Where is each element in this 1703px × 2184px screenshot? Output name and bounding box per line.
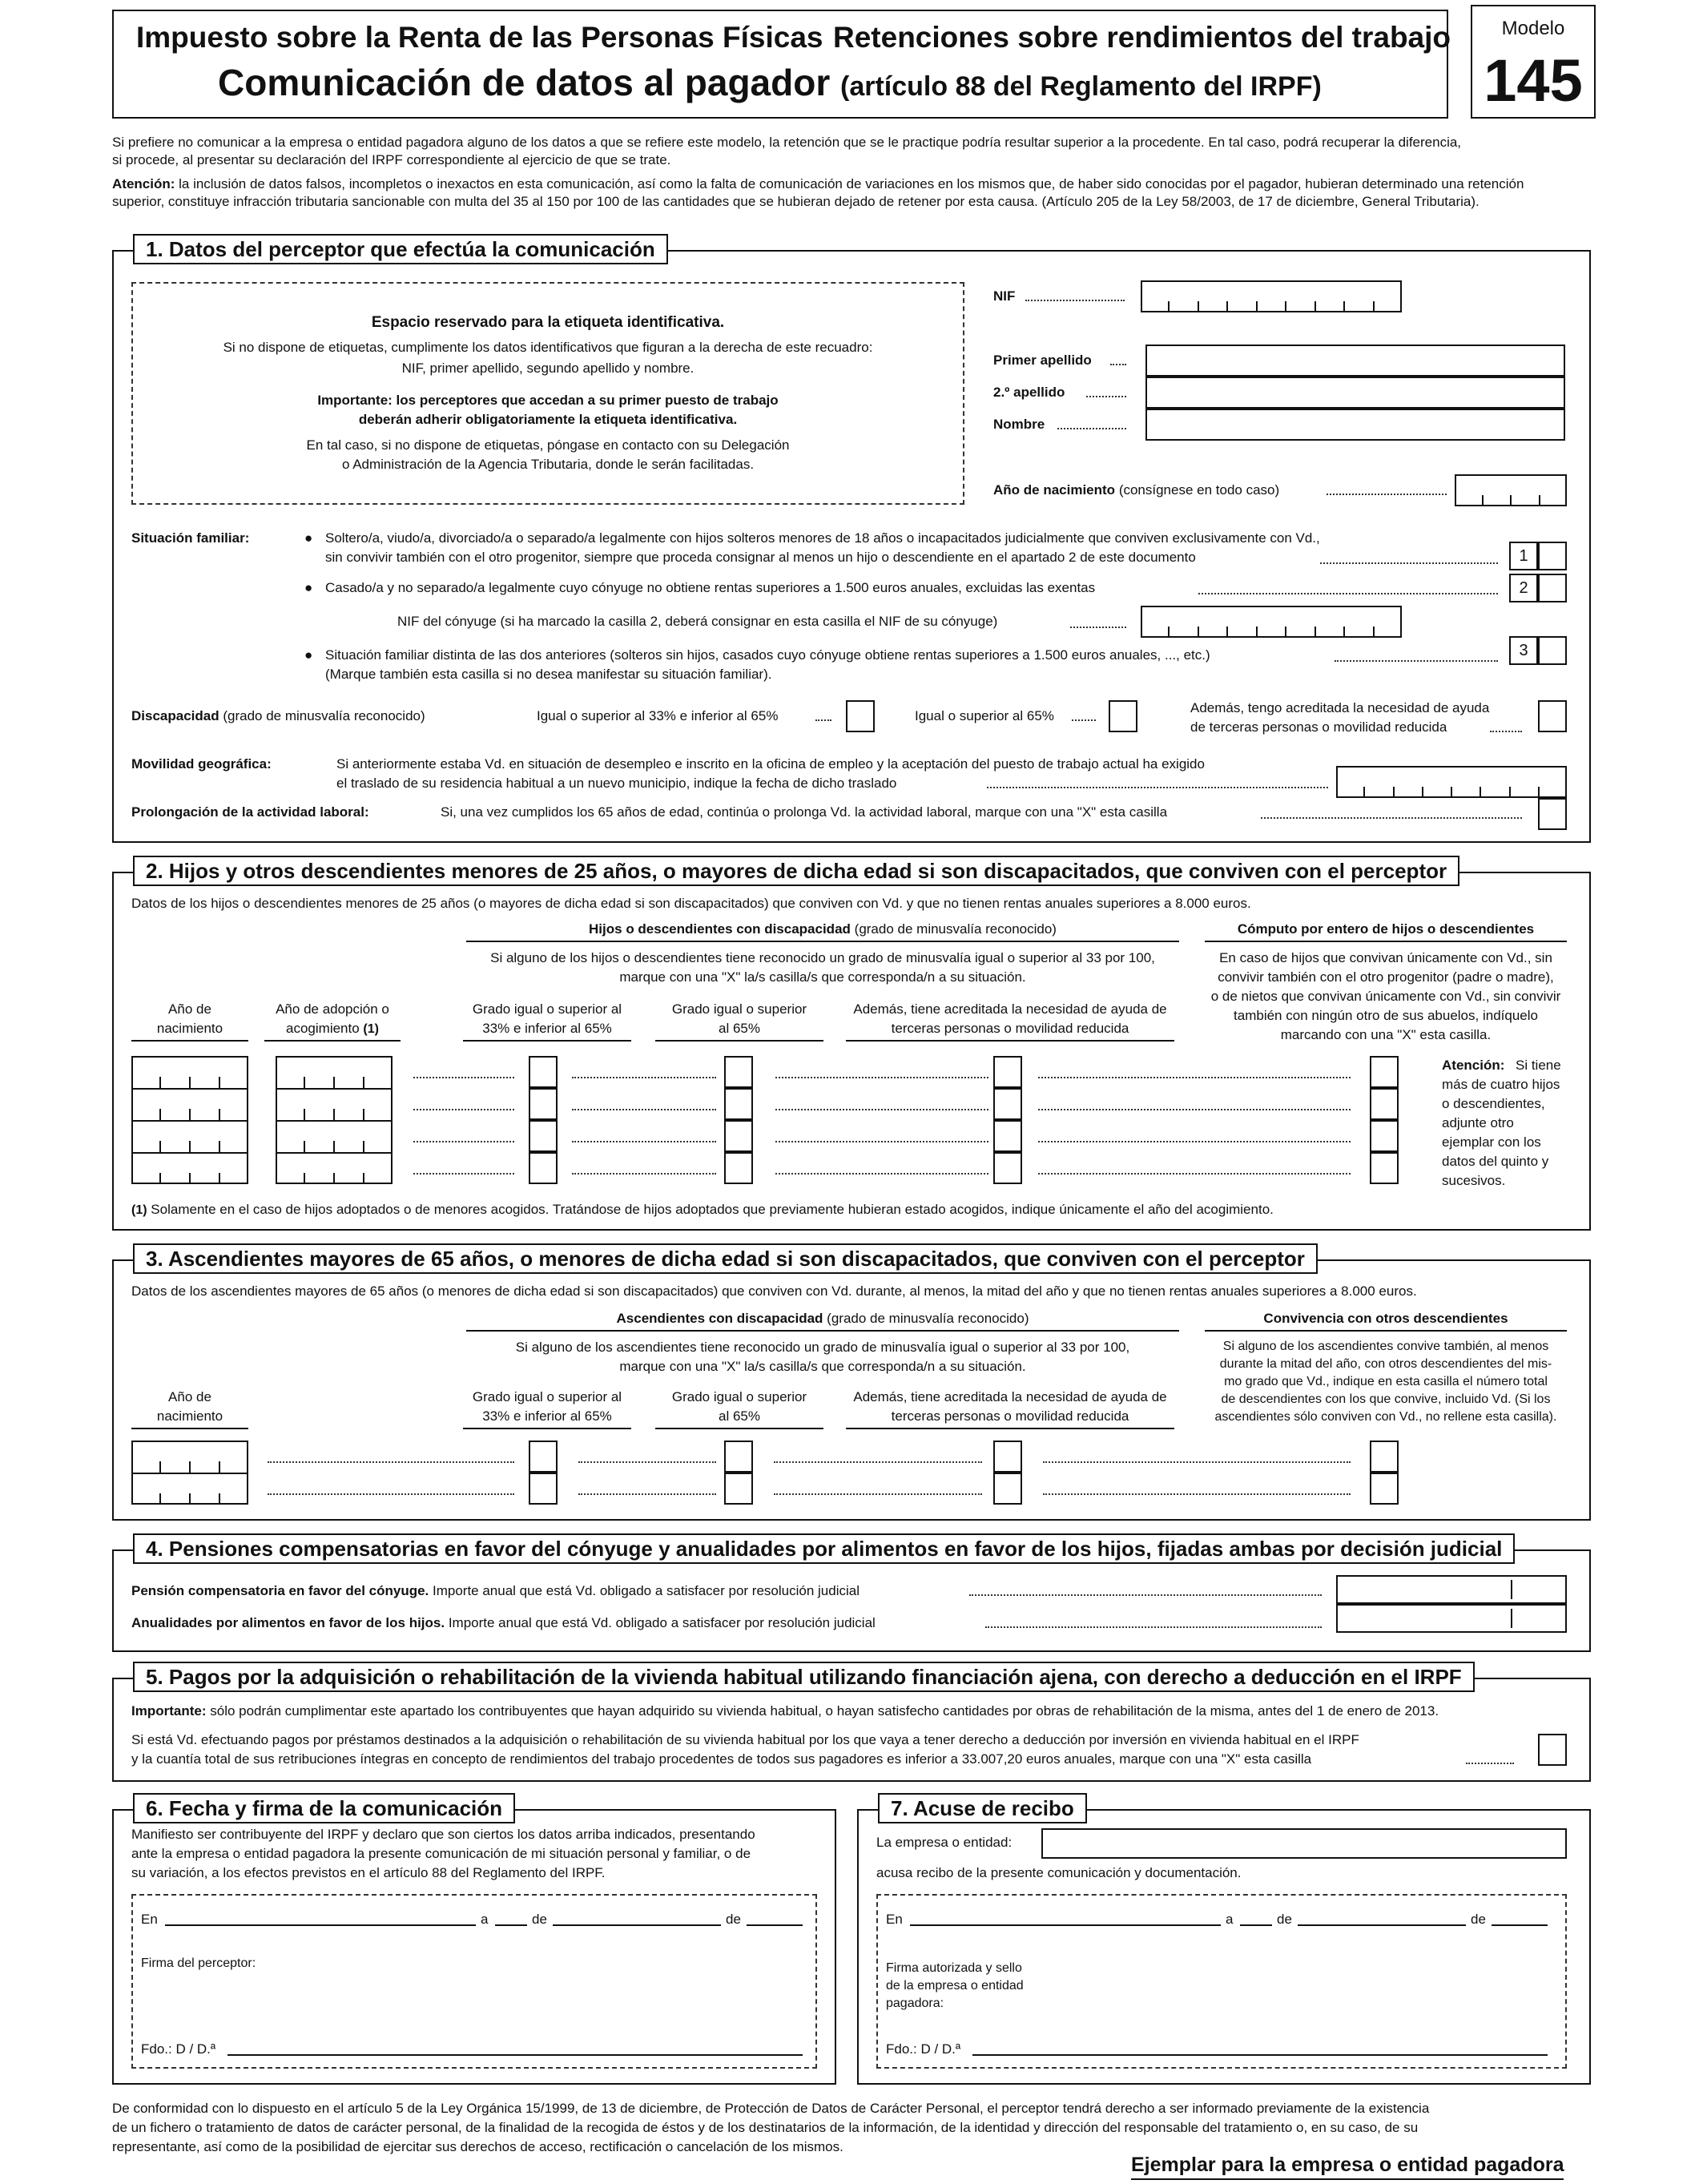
s3-col-65-rule [655,1428,823,1429]
s2-col-adop-b [264,1021,401,1037]
bullet-3: ● [304,647,313,663]
s3-ayuda-checkbox[interactable] [993,1473,1022,1505]
s3-disc-head-bold: Ascendientes con discapacidad [616,1311,823,1326]
sit1-leader [1320,562,1498,564]
section-3-title: 3. Ascendientes mayores de 65 años, o menores de dicha edad si son discapacitados, que conviven con el perceptor [133,1243,1318,1274]
s2-disc-65-checkbox[interactable] [724,1120,753,1152]
s2-col-33b: 33% e inferior al 65% [482,1021,612,1036]
s2-leader-ayuda [775,1077,988,1078]
s3-ano-ticks [131,1460,248,1473]
s3-col-65a: Grado igual o superior [671,1389,807,1404]
s3-conv-c: mo grado que Vd., indique en esta casilla el número total [1224,1375,1548,1388]
label-box-l6: En tal caso, si no dispone de etiquetas, póngase en contacto con su Delegación [306,437,790,453]
s2-ano-ticks [131,1075,248,1088]
s7-en: En [886,1912,903,1927]
modelo-number: 145 [1484,47,1583,114]
s2-disc-65-checkbox[interactable] [724,1056,753,1088]
label-box-l7: o Administración de la Agencia Tributaria, donde le serán facilitadas. [341,457,755,472]
s7-firma-3: pagadora: [886,1997,944,2010]
situacion-checkbox-3[interactable] [1538,636,1567,665]
label-box-l3: NIF, primer apellido, segundo apellido y nombre. [401,361,694,376]
situacion-checkbox-1[interactable] [1538,542,1567,570]
sit1-line-b: sin convivir también con el otro progenitor, siempre que proceda consignar al menos un hijo o descendiente en el apartado 2 de este documento [325,550,1196,565]
movilidad-b: el traslado de su residencia habitual a un nuevo municipio, indique la fecha de dicho traslado [336,776,897,791]
disc-65-checkbox[interactable] [1109,700,1137,732]
intro-p2b: superior, constituye infracción tributaria sancionable con multa del 35 al 150 por 100 de las cantidades que se hubieran dejado de retener por esta causa. (Artículo 205 de la Ley 58/2003, de 17 de diciembre, General Tributaria). [112,194,1480,209]
s7-fdo: Fdo.: D / D.ª [886,2041,961,2057]
s2-col-ano-a: Año de [168,1001,211,1017]
s2-disc-65-checkbox[interactable] [724,1088,753,1120]
prolongacion-checkbox[interactable] [1538,798,1567,830]
s2-leader-65 [572,1077,716,1078]
s2-disc-33-checkbox[interactable] [529,1088,558,1120]
label-box-l2: Si no dispone de etiquetas, cumplimente los datos identificativos que figuran a la derecha de este recuadro: [223,340,873,355]
s5-p-b: y la cuantía total de sus retribuciones íntegras en concepto de rendimientos del trabajo procedentes de todos sus pagadores es inferior a 33.007,20 euros anuales, marque con una "X" esta casilla [131,1751,1312,1767]
s5-imp-text: sólo podrán cumplimentar este apartado los contribuyentes que hayan adquirido su vivienda habitual, o hayan satisfecho cantidades por obras de rehabilitación de la misma, antes del 1 de enero de 2013. [210,1703,1439,1719]
s7-de1: de [1277,1912,1292,1927]
s2-computo-rule [1205,941,1567,942]
ano-nac-ticks [1455,494,1567,506]
prolongacion-label: Prolongación de la actividad laboral: [131,804,369,820]
s5-importante [131,1703,1439,1719]
primer-apellido-input[interactable] [1145,345,1565,377]
s2-adop-ticks [276,1171,393,1184]
s2-disc-head-note: (grado de minusvalía reconocido) [854,921,1057,937]
s2-col-65b: al 65% [719,1021,760,1036]
s3-col-33-rule [463,1428,631,1429]
s2-disc-sub-b: marque con una "X" la/s casilla/s que corresponda/n a su situación. [619,969,1026,985]
s2-ayuda-checkbox[interactable] [993,1120,1022,1152]
s3-ano-ticks [131,1492,248,1505]
s3-col-ano-a: Año de [168,1389,211,1404]
s2-col-adop-text: acogimiento [286,1021,360,1036]
pension-amount-input[interactable] [1336,1575,1567,1604]
disc-65-leader [1072,719,1096,721]
pension-leader [969,1594,1322,1596]
s3-intro: Datos de los ascendientes mayores de 65 años (o menores de dicha edad si son discapacitados) que conviven con Vd. durante, al menos, la mitad del año y que no tienen rentas anuales superiores a 8.000 euros. [131,1283,1417,1299]
s2-disc-33-checkbox[interactable] [529,1152,558,1184]
s2-leader-computo [1038,1109,1351,1110]
segundo-apellido-label: 2.º apellido [993,385,1065,400]
s3-col-ayuda-rule [846,1428,1174,1429]
nombre-leader [1057,428,1126,429]
s6-signer-input[interactable] [227,2054,803,2056]
section-7-title: 7. Acuse de recibo [878,1793,1087,1823]
s2-atencion-5: ejemplar con los [1442,1134,1541,1150]
disc-33-leader [815,719,831,721]
sit2-leader [1198,593,1498,594]
section-5-title: 5. Pagos por la adquisición o rehabilitación de la vivienda habitual utilizando financiación ajena, con derecho a deducción en el IRPF [133,1662,1475,1692]
page-title-main: Comunicación de datos al pagador [218,62,831,103]
label-box-l4: Importante: los perceptores que accedan a su primer puesto de trabajo [317,393,779,408]
nif-conyuge-ticks [1141,625,1402,638]
s2-col-65-rule [655,1040,823,1042]
tax-title: Impuesto sobre la Renta de las Personas Físicas [136,21,823,54]
s2-col-adop-a: Año de adopción o [276,1001,389,1017]
s2-col-ano-b: nacimiento [156,1021,223,1036]
anualidades-amount-input[interactable] [1336,1604,1567,1633]
section-6-title: 6. Fecha y firma de la comunicación [133,1793,515,1823]
page-title-article: (artículo 88 del Reglamento del IRPF) [840,71,1322,102]
retention-title: Retenciones sobre rendimientos del trabajo [833,21,1451,54]
disc-ayuda-b: de terceras personas o movilidad reducida [1190,719,1447,735]
s2-intro: Datos de los hijos o descendientes menores de 25 años (o mayores de dicha edad si son discapacitados) que conviven con Vd. y que no tienen rentas anuales superiores a 8.000 euros. [131,896,1251,911]
s2-ano-ticks [131,1139,248,1152]
nif-label: NIF [993,288,1016,304]
s3-ayuda-checkbox[interactable] [993,1441,1022,1473]
section-2-title: 2. Hijos y otros descendientes menores de 25 años, o mayores de dicha edad si son discapacitados, que conviven con el perceptor [133,856,1459,886]
bullet-2: ● [304,580,313,595]
s2-adop-ticks [276,1107,393,1120]
s3-disc-33-checkbox[interactable] [529,1441,558,1473]
s2-leader-65 [572,1141,716,1142]
section-4-title: 4. Pensiones compensatorias en favor del cónyuge y anualidades por alimentos en favor de los hijos, fijadas ambas por decisión judicial [133,1533,1515,1564]
attention-text: la inclusión de datos falsos, incompletos o inexactos en esta comunicación, así como la falta de comunicación de variaciones en los mismos que, de haber sido conocidas por el pagador, hubieran determinado una retención [179,176,1524,191]
s2-col-ayuda-rule [846,1040,1174,1042]
s3-conv-rule [1205,1330,1567,1332]
s2-ano-ticks [131,1171,248,1184]
s2-leader-65 [572,1109,716,1110]
s6-p2: ante la empresa o entidad pagadora la presente comunicación de mi situación personal y familiar, o de [131,1846,751,1861]
ano-nac-leader [1327,494,1447,495]
s7-month-input[interactable] [1298,1924,1466,1926]
s3-conv-head: Convivencia con otros descendientes [1263,1311,1508,1326]
copy-label: Ejemplar para la empresa o entidad pagadora [1131,2154,1564,2180]
s6-place-input[interactable] [165,1924,476,1926]
s6-a: a [481,1912,489,1927]
discapacidad-label [131,708,425,724]
s2-disc-sub-a: Si alguno de los hijos o descendientes tiene reconocido un grado de minusvalía igual o superior al 33 por 100, [490,950,1155,965]
s6-en: En [141,1912,158,1927]
s3-leader-ayuda [774,1461,982,1463]
s2-atencion-7: sucesivos. [1442,1173,1506,1188]
s3-disc-head-note: (grado de minusvalía reconocido) [827,1311,1029,1326]
sit3-leader [1335,660,1498,662]
s6-fdo: Fdo.: D / D.ª [141,2041,216,2057]
s3-disc-sub-a: Si alguno de los ascendientes tiene reconocido un grado de minusvalía igual o superior al 33 por 100, [515,1340,1130,1355]
movilidad-a: Si anteriormente estaba Vd. en situación de desempleo e inscrito en la oficina de empleo y la aceptación del puesto de trabajo actual ha exigido [336,756,1205,772]
s3-col-33b: 33% e inferior al 65% [482,1408,612,1424]
s2-col-33-rule [463,1040,631,1042]
disc-bold: Discapacidad [131,708,219,723]
footer-l3: representante, así como de la posibilidad de ejercitar sus derechos de acceso, rectificación o cancelación de los mismos. [112,2139,843,2154]
s3-disc-sub-b: marque con una "X" la/s casilla/s que corresponda/n a su situación. [619,1359,1026,1374]
pension-text: Importe anual que está Vd. obligado a satisfacer por resolución judicial [433,1583,860,1598]
disc-note: (grado de minusvalía reconocido) [223,708,425,723]
s2-leader-ayuda [775,1141,988,1142]
s3-conv-e: ascendientes sólo conviven con Vd., no rellene esta casilla). [1214,1410,1557,1424]
s7-firma-2: de la empresa o entidad [886,1979,1024,1993]
s2-footnote-sup: (1) [131,1203,147,1217]
s2-leader-computo [1038,1077,1351,1078]
pension-row [131,1583,860,1599]
nombre-label: Nombre [993,417,1045,432]
s2-atencion-1: Si tiene [1516,1058,1561,1073]
segundo-apellido-leader [1086,396,1126,397]
sit3-line-b: (Marque también esta casilla si no desea manifestar su situación familiar). [325,667,772,682]
s2-computo-c: o de nietos que convivan únicamente con Vd., sin convivir [1210,989,1561,1004]
s2-col-ayuda-b: terceras personas o movilidad reducida [891,1021,1129,1036]
s2-col-ayuda-a: Además, tiene acreditada la necesidad de ayuda de [853,1001,1167,1017]
s2-adop-ticks [276,1075,393,1088]
anualidades-decimal-sep [1511,1609,1512,1628]
prolongacion-text: Si, una vez cumplidos los 65 años de edad, continúa o prolonga Vd. la actividad laboral, marque con una "X" esta casilla [441,804,1168,820]
s3-col-ayuda-a: Además, tiene acreditada la necesidad de ayuda de [853,1389,1167,1404]
s2-computo-d: también con ningún otro de sus abuelos, indíquelo [1234,1008,1538,1023]
s2-leader-ayuda [775,1173,988,1175]
section-1-title: 1. Datos del perceptor que efectúa la comunicación [133,234,668,264]
s7-empresa: La empresa o entidad: [876,1835,1013,1850]
s2-footnote-text: Solamente en el caso de hijos adoptados o de menores acogidos. Tratándose de hijos adoptados que previamente hubieran estado acogidos, indique únicamente el año del acogimiento. [151,1202,1274,1217]
s2-disc-33-checkbox[interactable] [529,1056,558,1088]
s3-conv-a: Si alguno de los ascendientes convive también, al menos [1222,1340,1549,1353]
prolongacion-leader [1261,817,1522,819]
s3-disc-33-checkbox[interactable] [529,1473,558,1505]
s2-computo-a: En caso de hijos que convivan únicamente con Vd., sin [1219,950,1552,965]
s7-acusa: acusa recibo de la presente comunicación y documentación. [876,1865,1242,1880]
s3-col-ano-rule [131,1428,248,1429]
s3-disc-65-checkbox[interactable] [724,1441,753,1473]
s6-month-input[interactable] [553,1924,721,1926]
page-title [218,61,1322,104]
pension-decimal-sep [1511,1580,1512,1599]
disc-33-label: Igual o superior al 33% e inferior al 65% [537,708,779,723]
s2-computo-checkbox[interactable] [1370,1120,1399,1152]
s5-imp-label: Importante: [131,1703,207,1719]
s3-disc-head [466,1311,1179,1327]
nif-ticks [1141,300,1402,312]
s2-adop-ticks [276,1139,393,1152]
situacion-checkbox-2[interactable] [1538,574,1567,602]
s2-leader-ayuda [775,1109,988,1110]
s2-ayuda-checkbox[interactable] [993,1152,1022,1184]
movilidad-label: Movilidad geográfica: [131,756,272,772]
anualidades-text: Importe anual que está Vd. obligado a satisfacer por resolución judicial [448,1615,876,1630]
s2-leader-computo [1038,1141,1351,1142]
s3-leader-conv [1043,1461,1351,1463]
ano-nac-bold: Año de nacimiento [993,482,1116,498]
s6-year-input[interactable] [747,1924,803,1926]
s7-a: a [1226,1912,1234,1927]
attention-label: Atención: [112,176,175,191]
s6-de1: de [532,1912,547,1927]
s2-col-33a: Grado igual o superior al [472,1001,622,1017]
s5-p-a: Si está Vd. efectuando pagos por préstamos destinados a la adquisición o rehabilitación de su vivienda habitual por los que vaya a tener derecho a deducción por inversión en vivienda habitual en el IRPF [131,1732,1359,1747]
segundo-apellido-input[interactable] [1145,377,1565,409]
s3-convivencia-checkbox[interactable] [1370,1441,1399,1473]
s6-firma: Firma del perceptor: [141,1956,256,1970]
s3-conv-d: de descendientes con los que convive, incluido Vd. (Si los [1221,1392,1551,1406]
nif-leader [1025,300,1125,301]
s2-atencion-6: datos del quinto y [1442,1154,1549,1169]
s2-leader-33 [413,1109,514,1110]
s2-disc-head [466,921,1179,937]
s2-computo-head: Cómputo por entero de hijos o descendientes [1237,921,1535,937]
s2-disc-head-bold: Hijos o descendientes con discapacidad [589,921,851,937]
s2-col-adop-rule [264,1040,401,1042]
s7-place-input[interactable] [910,1924,1221,1926]
s2-col-adop-sup: (1) [363,1022,379,1036]
movilidad-ticks [1336,785,1567,798]
s7-de2: de [1471,1912,1486,1927]
situacion-box-2-label: 2 [1509,574,1538,602]
nombre-input[interactable] [1145,409,1565,441]
label-box-l1: Espacio reservado para la etiqueta identificativa. [371,314,725,331]
intro-attention [112,176,1524,192]
s2-leader-65 [572,1173,716,1175]
s3-disc-rule [466,1330,1179,1332]
label-box-l5: deberán adherir obligatoriamente la etiqueta identificativa. [358,412,738,427]
pension-label: Pensión compensatoria en favor del cónyuge. [131,1583,429,1598]
disc-65-label: Igual o superior al 65% [915,708,1054,723]
s7-firma-1: Firma autorizada y sello [886,1961,1022,1975]
anualidades-row [131,1615,876,1631]
s6-p3: su variación, a los efectos previstos en el artículo 88 del Reglamento del IRPF. [131,1865,606,1880]
sit3-line-a: Situación familiar distinta de las dos anteriores (solteros sin hijos, casados cuyo cónyuge obtiene rentas superiores a 1.500 euros anuales, ..., etc.) [325,647,1210,663]
s6-de2: de [726,1912,741,1927]
s2-computo-e: marcando con una "X" esta casilla. [1280,1027,1492,1042]
s2-computo-checkbox[interactable] [1370,1056,1399,1088]
situacion-label: Situación familiar: [131,530,250,546]
anualidades-leader [985,1626,1322,1628]
s3-col-ayuda-b: terceras personas o movilidad reducida [891,1408,1129,1424]
disc-33-checkbox[interactable] [846,700,875,732]
s7-signer-input[interactable] [972,2054,1548,2056]
s2-ayuda-checkbox[interactable] [993,1056,1022,1088]
s7-year-input[interactable] [1492,1924,1548,1926]
s6-p1: Manifiesto ser contribuyente del IRPF y declaro que son ciertos los datos arriba indicados, presentando [131,1827,755,1842]
nif-conyuge-leader [1070,627,1126,628]
s6-sign-box [131,1894,817,2069]
s2-leader-33 [413,1077,514,1078]
intro-p1b: si procede, al presentar su declaración del IRPF correspondiente al ejercicio de que se trate. [112,152,671,167]
s2-ayuda-checkbox[interactable] [993,1088,1022,1120]
ano-nacimiento-label [993,482,1279,498]
anualidades-label: Anualidades por alimentos en favor de los hijos. [131,1615,445,1630]
s3-leader-conv [1043,1493,1351,1495]
s2-computo-b: convivir también con el otro progenitor (padre o madre), [1218,969,1554,985]
primer-apellido-label: Primer apellido [993,353,1092,368]
situacion-box-1-label: 1 [1509,542,1538,570]
s2-atencion-4: adjunte otro [1442,1115,1514,1130]
s3-convivencia-checkbox[interactable] [1370,1473,1399,1505]
s2-col-ano-rule [131,1040,248,1042]
footer-l2: de un fichero o tratamiento de datos de carácter personal, de la finalidad de la recogida de éstos y de los destinatarios de la información, de la identidad y dirección del responsable del tratamiento o, en su caso, de su [112,2120,1419,2135]
s3-col-ano-b: nacimiento [156,1408,223,1424]
s7-empresa-input[interactable] [1041,1828,1567,1859]
s5-checkbox[interactable] [1538,1734,1567,1766]
s2-disc-65-checkbox[interactable] [724,1152,753,1184]
s2-computo-checkbox[interactable] [1370,1088,1399,1120]
situacion-box-3-label: 3 [1509,636,1538,665]
nif-conyuge-label: NIF del cónyuge (si ha marcado la casilla 2, deberá consignar en esta casilla el NIF de su cónyuge) [397,614,998,629]
s3-disc-65-checkbox[interactable] [724,1473,753,1505]
footer-l1: De conformidad con lo dispuesto en el artículo 5 de la Ley Orgánica 15/1999, de 13 de diciembre, de Protección de Datos de Carácter Personal, el perceptor tendrá derecho a ser informado previamente de la existencia [112,2101,1430,2116]
s3-col-65b: al 65% [719,1408,760,1424]
s2-leader-33 [413,1173,514,1175]
s3-leader-65 [578,1461,716,1463]
s3-col-33a: Grado igual o superior al [472,1389,622,1404]
ano-nac-note: (consígnese en todo caso) [1118,482,1280,498]
disc-ayuda-a: Además, tengo acreditada la necesidad de ayuda [1190,700,1490,715]
disc-ayuda-checkbox[interactable] [1538,700,1567,732]
bullet-1: ● [304,530,313,546]
s3-leader-ayuda [774,1493,982,1495]
s2-computo-checkbox[interactable] [1370,1152,1399,1184]
sit1-line-a: Soltero/a, viudo/a, divorciado/a o separado/a legalmente con hijos solteros menores de 18 años o incapacitados judicialmente que conviven exclusivamente con Vd., [325,530,1320,546]
s3-conv-b: durante la mitad del año, con otros descendientes del mis- [1219,1357,1552,1371]
intro-p1a: Si prefiere no comunicar a la empresa o entidad pagadora alguno de los datos a que se refiere este modelo, la retención que se le practique podría resultar superior a la procedente. En tal caso, podrá recuperar la diferencia, [112,135,1462,150]
s2-atencion: Atención: [1442,1058,1505,1073]
sit2-text: Casado/a y no separado/a legalmente cuyo cónyuge no obtiene rentas superiores a 1.500 euros anuales, excluidas las exentas [325,580,1096,595]
primer-apellido-leader [1110,364,1126,365]
s2-leader-33 [413,1141,514,1142]
s2-atencion-2: más de cuatro hijos [1442,1077,1560,1092]
s3-leader-65 [578,1493,716,1495]
s6-day-input[interactable] [495,1924,527,1926]
s2-ano-ticks [131,1107,248,1120]
s2-disc-33-checkbox[interactable] [529,1120,558,1152]
s3-leader-33 [268,1461,514,1463]
s2-footnote [131,1202,1274,1218]
s2-disc-rule [466,941,1179,942]
s2-col-65a: Grado igual o superior [671,1001,807,1017]
movilidad-leader [987,787,1328,788]
s5-leader [1466,1763,1514,1764]
modelo-label: Modelo [1501,18,1565,39]
s3-leader-33 [268,1493,514,1495]
s2-leader-computo [1038,1173,1351,1175]
s7-day-input[interactable] [1240,1924,1272,1926]
s2-atencion-3: o descendientes, [1442,1096,1545,1111]
disc-ayuda-leader [1490,731,1522,732]
